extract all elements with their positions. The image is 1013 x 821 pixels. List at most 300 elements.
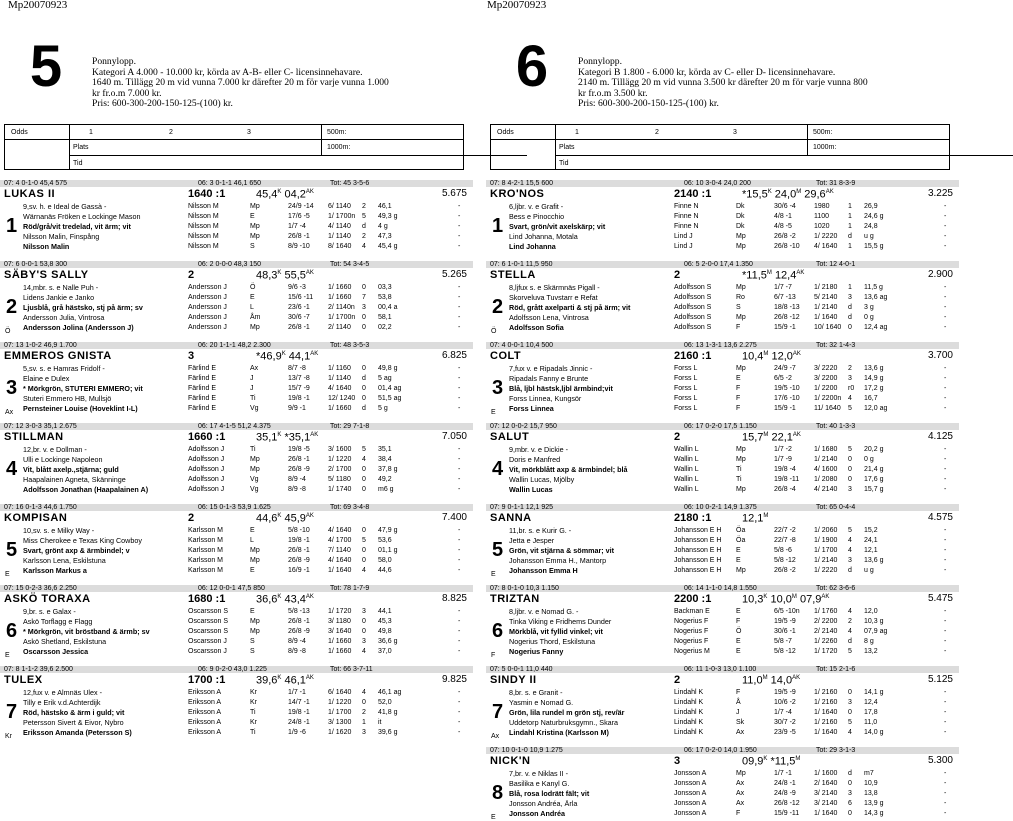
race-info (578, 57, 938, 110)
horse-detail-line: Jonsson Andréa (509, 809, 566, 818)
result-cell: 19/8 -1 (288, 709, 310, 716)
result-cell: 1/ 2180 (814, 284, 838, 291)
horse-name: STILLMAN (4, 431, 64, 443)
record-suffix: K (277, 513, 282, 519)
start-number: 3 (492, 377, 504, 399)
result-row (188, 202, 468, 212)
result-row (674, 283, 954, 293)
result-cell: d (362, 405, 366, 412)
result-cell: 3/ 2140 (814, 790, 838, 797)
horse-distance: 1640 :1 (188, 188, 226, 200)
record-suffix: K (281, 351, 286, 357)
result-cell: 6/5 -2 (774, 375, 792, 382)
result-cell: 44,6 (378, 567, 392, 574)
result-cell: 14,9 g (864, 375, 884, 382)
result-cell: 58,1 (378, 314, 392, 321)
start-number: 1 (6, 215, 18, 237)
result-cell: 3 (362, 638, 366, 645)
horse-odds: 3.700 (927, 350, 953, 361)
result-cell: d (848, 314, 852, 321)
horse-stats-total: Tot: 78 1-7-9 (330, 585, 370, 592)
result-cell: 13,6 g (864, 557, 884, 564)
result-cell: F (736, 395, 741, 402)
horse-detail-line: 8,ljfux s. e Skärmnäs Pigall - (509, 283, 600, 292)
result-cell: 15/7 -9 (288, 385, 310, 392)
result-cell: - (458, 719, 461, 726)
start-number: 4 (6, 458, 18, 480)
horse-details (509, 688, 679, 738)
horse-detail-line: Stuteri Emmero HB, Mullsjö (23, 394, 112, 403)
result-cell: L (250, 537, 254, 544)
horse-results (188, 688, 468, 738)
record-suffix: AK (305, 270, 314, 276)
record-suffix: AK (310, 351, 319, 357)
result-cell: 23/9 -5 (774, 729, 796, 736)
horse-track-code: Ö (491, 328, 497, 335)
result-cell: Johansson E H (674, 557, 722, 564)
start-number: 7 (6, 701, 18, 723)
result-cell: 0 (362, 527, 366, 534)
race-5-page (0, 0, 473, 755)
result-cell: 1/ 1720 (328, 608, 352, 615)
result-cell: Mp (250, 466, 260, 473)
result-cell: 14,3 g (864, 810, 884, 817)
result-cell: Johansson E H (674, 527, 722, 534)
result-cell: - (458, 375, 461, 382)
result-cell: - (944, 304, 947, 311)
result-cell: Oscarsson J (188, 648, 227, 655)
result-cell: 38,4 (378, 456, 392, 463)
grid-label: Plats (73, 144, 89, 151)
result-cell: 15/9 -1 (774, 324, 796, 331)
result-cell: 5/8 -13 (288, 608, 310, 615)
result-cell: Adolfsson J (188, 466, 225, 473)
horse-results (188, 283, 468, 333)
horse-distance: 2 (674, 269, 681, 281)
horse-detail-line: Karlsson Lena, Eskilstuna (23, 556, 106, 565)
result-cell: 5 (362, 446, 366, 453)
result-cell: 0 (848, 466, 852, 473)
horse-detail-line: 8,br. s. e Granit - (509, 688, 563, 697)
result-cell: Ti (250, 395, 256, 402)
horse-detail-line: 5,sv. s. e Hamras Fridolf - (23, 364, 105, 373)
result-cell: d (848, 233, 852, 240)
horse-name: ASKÖ TORAXA (4, 593, 91, 605)
result-cell: Mp (736, 365, 746, 372)
result-cell: 13,2 (864, 648, 878, 655)
result-cell: 0 (362, 628, 366, 635)
result-cell: - (944, 284, 947, 291)
result-cell: 30/6 -4 (774, 203, 796, 210)
result-cell: 1/ 1640 (814, 314, 838, 321)
result-cell: - (944, 456, 947, 463)
result-cell: 8/ 1640 (328, 243, 352, 250)
result-cell: 53,6 (378, 537, 392, 544)
result-cell: 26/8 -1 (288, 456, 310, 463)
result-row (188, 283, 468, 293)
result-cell: 8/9 -4 (288, 638, 306, 645)
horse-details (509, 283, 679, 333)
result-cell: Jonsson A (674, 780, 707, 787)
result-cell: 0 g (864, 314, 874, 321)
result-row (674, 455, 954, 465)
result-row (188, 718, 468, 728)
result-cell: Färlind E (188, 395, 217, 402)
result-cell: 5/ 1180 (328, 476, 351, 483)
grid-label: Plats (559, 144, 575, 151)
horse-detail-line: Haapalainen Agneta, Skänninge (23, 475, 126, 484)
horse-detail-line: Adolfsson Lena, Vintrosa (509, 313, 589, 322)
result-cell: 8/9 -4 (288, 476, 306, 483)
result-cell: 18/8 -13 (774, 304, 800, 311)
result-cell: 24/8 -1 (288, 719, 310, 726)
result-cell: 0 (362, 385, 366, 392)
result-cell: 26/8 -4 (774, 486, 796, 493)
start-number: 1 (492, 215, 504, 237)
result-cell: 4 g (378, 223, 388, 230)
record-value: 22,1 (771, 431, 793, 444)
result-cell: - (458, 314, 461, 321)
result-row (674, 799, 954, 809)
horse-stats-total: Tot: 29 7-1-8 (330, 423, 370, 430)
record-value: *11,5 (770, 755, 796, 768)
result-cell: Ö (736, 628, 742, 635)
result-cell: 5 g (378, 405, 388, 412)
result-cell: 1/ 2220 (814, 233, 838, 240)
result-cell: Vg (250, 476, 259, 483)
result-cell: 00,4 a (378, 304, 398, 311)
horse-detail-line: Svart, grön/vit axelskärp; vit (509, 222, 606, 231)
result-cell: 3/ 2200 (814, 375, 838, 382)
result-cell: Åm (250, 314, 261, 321)
record-suffix: K (277, 594, 282, 600)
horse-stats-06: 06: 11 1-0-3 13,0 1.100 (684, 666, 757, 673)
result-cell: Adolfsson S (674, 304, 712, 311)
result-row (674, 475, 954, 485)
result-cell: 21,4 g (864, 466, 884, 473)
result-cell: 0 (362, 557, 366, 564)
race-info-line: Ponnylopp. (92, 56, 136, 67)
result-cell: 1/ 1700 (328, 709, 352, 716)
result-cell: Mp (250, 628, 260, 635)
result-row (674, 384, 954, 394)
horse-results (188, 202, 468, 252)
result-row (188, 374, 468, 384)
result-cell: 01,4 ag (378, 385, 402, 392)
horse-stats-06: 06: 17 4-1-5 51,2 4.375 (198, 423, 271, 430)
record-value: 46,1 (284, 674, 306, 687)
record-suffix: M (763, 432, 769, 438)
horse-stats-07: 07: 5 0-0-1 11,0 440 (490, 666, 553, 673)
result-row (674, 556, 954, 566)
result-cell: 4 (362, 456, 366, 463)
result-cell: Mp (250, 223, 260, 230)
result-cell: d (362, 223, 366, 230)
result-cell: 0 (362, 314, 366, 321)
result-cell: 3 (848, 486, 852, 493)
result-row (674, 485, 954, 495)
result-cell: Ti (250, 709, 256, 716)
result-cell: Ax (736, 729, 745, 736)
horse-details (23, 364, 193, 414)
result-cell: E (736, 557, 741, 564)
horse-detail-line: Basilika e Kanyl G. (509, 779, 570, 788)
result-row (188, 688, 468, 698)
horse-details (23, 445, 193, 495)
result-cell: 23/6 -1 (288, 304, 310, 311)
horse-detail-line: 6,ljbr. v. e Grafit - (509, 202, 564, 211)
result-cell: 0 (362, 486, 366, 493)
record-suffix: AK (305, 594, 314, 600)
horse-record (742, 189, 834, 201)
result-row (188, 455, 468, 465)
result-cell: 13/7 -8 (288, 375, 310, 382)
result-cell: E (250, 527, 255, 534)
result-cell: Adolfsson J (188, 446, 225, 453)
record-suffix: AK (792, 351, 801, 357)
horse-detail-line: Lidens Jankie e Janko (23, 293, 95, 302)
start-number: 8 (492, 782, 504, 804)
result-cell: - (458, 527, 461, 534)
result-cell: 0 (362, 395, 366, 402)
result-cell: Jonsson A (674, 790, 707, 797)
result-row (188, 232, 468, 242)
grid-label: 1000m: (327, 144, 351, 151)
horse-distance: 2140 :1 (674, 188, 712, 200)
result-cell: 11,0 (864, 719, 878, 726)
result-cell: Nilsson M (188, 243, 219, 250)
horse-name: SALUT (490, 431, 530, 443)
result-cell: 4/ 1140 (328, 223, 351, 230)
result-cell: F (736, 385, 741, 392)
horse-stats-07: 07: 13 1-0-2 46,9 1.700 (4, 342, 77, 349)
horse-detail-line: Bess e Pinocchio (509, 212, 565, 221)
result-cell: 13,9 g (864, 800, 884, 807)
result-cell: Eriksson A (188, 709, 222, 716)
horse-record (742, 270, 804, 282)
result-cell: 35,1 (378, 446, 392, 453)
result-cell: - (458, 557, 461, 564)
horse-detail-line: 9,mbr. v. e Dickie - (509, 445, 568, 454)
start-number: 2 (492, 296, 504, 318)
result-cell: Adolfsson S (674, 284, 712, 291)
horse-results (674, 607, 954, 657)
result-cell: 6 (848, 800, 852, 807)
horse-detail-line: Askö Shetland, Eskilstuna (23, 637, 107, 646)
grid-label: 500m: (813, 129, 833, 136)
result-cell: 1 (848, 203, 852, 210)
horse-detail-line: Adolfsson Jonathan (Haapalainen A) (23, 485, 149, 494)
horse-detail-line: Jetta e Jesper (509, 536, 555, 545)
result-cell: - (458, 486, 461, 493)
result-cell: Karlsson M (188, 567, 224, 574)
horse-track-code: Kr (5, 733, 12, 740)
result-cell: r0 (848, 385, 855, 392)
horse-detail-line: Forss Linnea, Kungsör (509, 394, 582, 403)
horse-detail-line: 7,br. v. e Niklas II - (509, 769, 568, 778)
result-cell: Adolfsson J (188, 456, 225, 463)
result-cell: Wallin L (674, 476, 699, 483)
result-cell: 6/5 -10n (774, 608, 800, 615)
result-cell: 36,6 g (378, 638, 398, 645)
result-cell: Ax (736, 790, 745, 797)
result-cell: Mp (250, 618, 260, 625)
result-cell: 5 (362, 537, 366, 544)
result-cell: 49,8 g (378, 365, 398, 372)
result-cell: 5 (848, 648, 852, 655)
horse-stats-06: 06: 20 1-1-1 48,2 2.300 (198, 342, 271, 349)
result-cell: 26/8 -2 (774, 567, 796, 574)
result-cell: Ö (250, 284, 256, 291)
result-cell: 16,7 (864, 395, 878, 402)
horse-stats-total: Tot: 40 1-3-3 (816, 423, 856, 430)
result-cell: F (736, 405, 741, 412)
result-row (674, 698, 954, 708)
horse-record (742, 675, 800, 687)
horse-distance: 1700 :1 (188, 674, 226, 686)
result-row (188, 445, 468, 455)
horse-odds: 5.675 (441, 188, 467, 199)
result-cell: 1/ 2200n (814, 395, 842, 402)
result-cell: F (736, 689, 741, 696)
result-cell: Forss L (674, 395, 698, 402)
result-cell: Lindahl K (674, 699, 704, 706)
result-cell: 26/8 -9 (288, 557, 310, 564)
horse-detail-line: Röd, hästsko & ärm i guld; vit (23, 708, 125, 717)
record-value: 15,7 (742, 431, 764, 444)
result-cell: 0 (362, 699, 366, 706)
record-suffix: AK (792, 675, 801, 681)
horse-detail-line: Karlsson Markus a (23, 566, 87, 575)
record-value: 35,1 (256, 431, 278, 444)
grid-label: 2 (655, 129, 659, 136)
result-cell: 3 (848, 375, 852, 382)
result-cell: d (362, 375, 366, 382)
result-row (674, 617, 954, 627)
result-cell: 1/ 1220 (328, 699, 352, 706)
horse-detail-line: 9,br. s. e Galax - (23, 607, 76, 616)
horse-stats-07: 07: 4 0-1-0 45,4 575 (4, 180, 68, 187)
result-cell: Finne N (674, 223, 699, 230)
horse-detail-line: Nogerius Fanny (509, 647, 564, 656)
result-cell: 12,0 (864, 608, 878, 615)
result-cell: 0 (362, 547, 366, 554)
result-cell: Oscarsson S (188, 628, 229, 635)
result-cell: 26/8 -12 (774, 314, 800, 321)
result-cell: F (736, 810, 741, 817)
horse-name: SINDY II (490, 674, 537, 686)
result-cell: - (458, 648, 461, 655)
result-cell: 3 (848, 557, 852, 564)
horse-details (509, 526, 679, 576)
result-row (188, 566, 468, 576)
result-cell: 1/ 1220 (328, 456, 352, 463)
horse-detail-line: Blå, rosa lodrätt fält; vit (509, 789, 590, 798)
result-cell: 5/8 -7 (774, 638, 792, 645)
horse-detail-line: Pernsteiner Louise (Hoveklint I-L) (23, 404, 138, 413)
result-cell: Jonsson A (674, 800, 707, 807)
horse-track-code: E (491, 409, 496, 416)
result-row (188, 546, 468, 556)
horse-detail-line: Forss Linnea (509, 404, 554, 413)
result-cell: 3/ 2140 (814, 800, 838, 807)
result-cell: 1/ 2260 (814, 638, 838, 645)
horse-detail-line: 8,ljbr. v. e Nomad G. - (509, 607, 579, 616)
result-cell: 26/8 -10 (774, 243, 800, 250)
result-cell: 19/5 -9 (774, 618, 796, 625)
result-cell: 30/6 -7 (288, 314, 310, 321)
horse-detail-line: Nogerius Thord, Eskilstuna (509, 637, 596, 646)
race-info-line: Kategori B 1.800 - 6.000 kr, körda av C- eller D- licensinnehavare. (578, 66, 836, 78)
result-cell: u g (864, 567, 874, 574)
result-cell: 22/7 -2 (774, 527, 796, 534)
result-cell: 49,8 (378, 628, 392, 635)
result-row (674, 607, 954, 617)
result-cell: 1 (848, 284, 852, 291)
result-cell: - (944, 800, 947, 807)
result-cell: - (458, 699, 461, 706)
result-cell: Lind J (674, 233, 693, 240)
result-cell: 1/ 2080 (814, 476, 838, 483)
result-cell: - (458, 395, 461, 402)
result-row (674, 293, 954, 303)
result-cell: 4 (362, 567, 366, 574)
horse-detail-line: Adolfsson Sofia (509, 323, 564, 332)
result-cell: 2 (362, 233, 366, 240)
horse-detail-line: 11,br. s. e Kurir G. - (509, 526, 572, 535)
result-cell: 47,3 (378, 233, 392, 240)
result-row (674, 222, 954, 232)
result-cell: J (250, 385, 254, 392)
result-cell: 5/8 -12 (774, 648, 796, 655)
horse-detail-line: Andersson Jolina (Andersson J) (23, 323, 134, 332)
result-row (674, 647, 954, 657)
horse-detail-line: Ulli e Lockinge Napoleon (23, 455, 103, 464)
record-value: 12,1 (742, 512, 764, 525)
result-cell: 2 (362, 709, 366, 716)
result-cell: Mp (736, 486, 746, 493)
result-cell: 15,2 (864, 527, 878, 534)
result-cell: - (944, 476, 947, 483)
record-value: 10,4 (742, 350, 764, 363)
horse-detail-line: 10,sv. s. e Milky Way - (23, 526, 95, 535)
result-cell: - (458, 213, 461, 220)
result-row (674, 728, 954, 738)
result-cell: d (848, 567, 852, 574)
result-cell: 1/ 2060 (814, 527, 838, 534)
race-number: 5 (29, 34, 61, 99)
result-cell: Dk (736, 223, 745, 230)
result-row (188, 708, 468, 718)
result-cell: - (944, 486, 947, 493)
result-cell: 1/ 1660 (328, 284, 352, 291)
record-suffix: AK (310, 432, 319, 438)
result-cell: - (944, 213, 947, 220)
result-cell: 26/8 -1 (288, 618, 310, 625)
record-value: 14,0 (770, 674, 793, 687)
horse-stats-total: Tot: 65 0-4-4 (816, 504, 856, 511)
result-row (674, 242, 954, 252)
result-cell: - (458, 284, 461, 291)
horse-distance: 2 (188, 512, 195, 524)
horse-distance: 2 (674, 431, 681, 443)
race-info-line: 1640 m. Tillägg 20 m vid vunna 7.000 kr därefter 20 m för varje vunna 1.000 (92, 77, 389, 89)
horse-stats-total: Tot: 62 3-6-6 (816, 585, 856, 592)
result-cell: 1/ 1160 (328, 365, 351, 372)
result-cell: Lindahl K (674, 709, 704, 716)
record-suffix: M (766, 270, 772, 276)
result-cell: Wallin L (674, 446, 699, 453)
